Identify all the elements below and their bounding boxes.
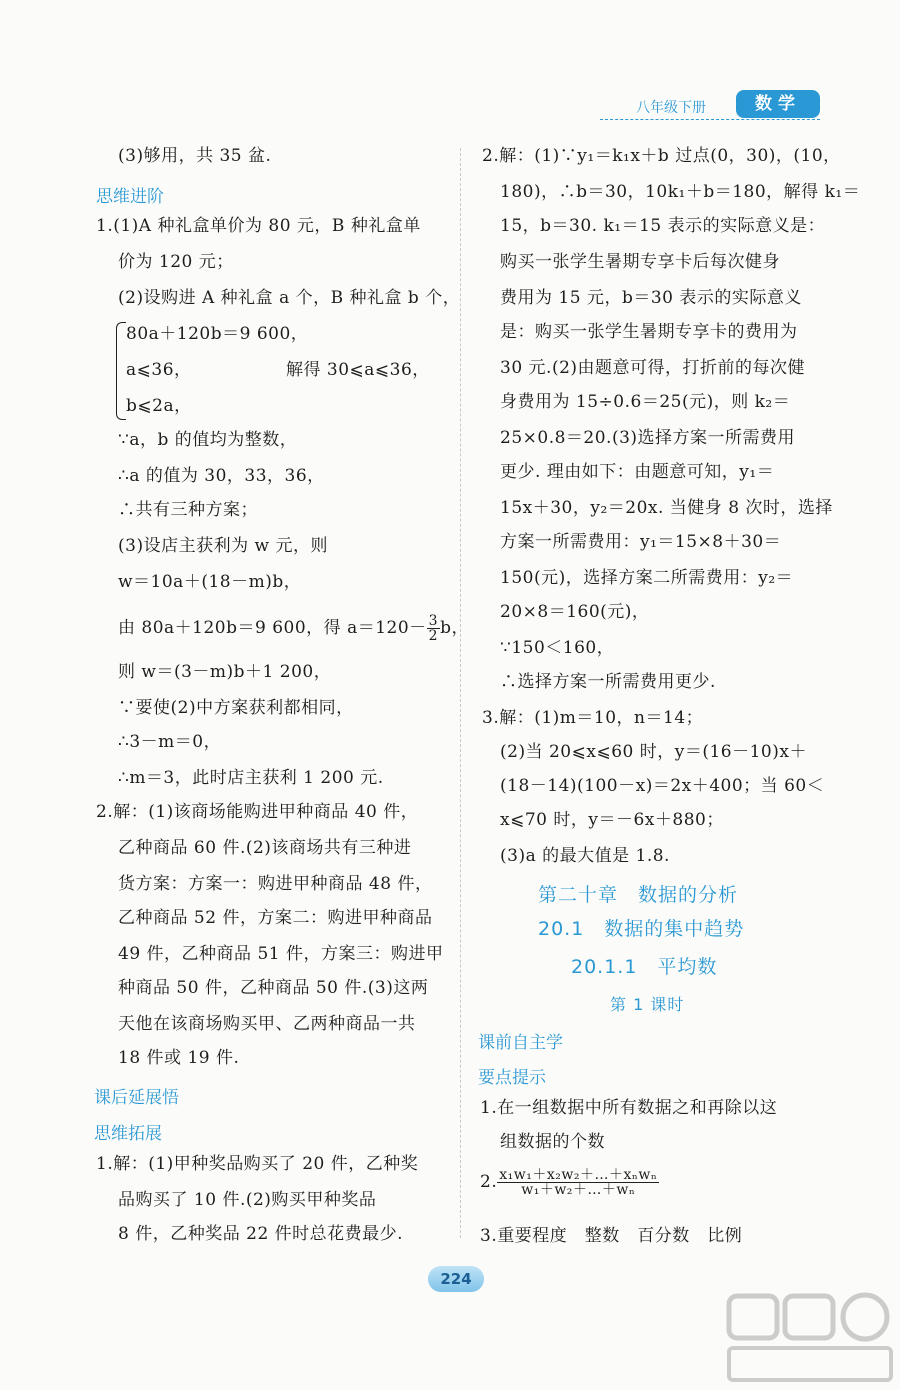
equation-line: 80a＋120b＝9 600， — [126, 324, 309, 344]
text-line: 3.解：(1)m＝10，n＝14； — [482, 708, 704, 728]
text-line: 种商品 50 件，乙种商品 50 件.(3)这两 — [118, 978, 429, 998]
page-number: 224 — [428, 1266, 484, 1292]
text-line: 25×0.8＝20.(3)选择方案一所需费用 — [500, 428, 796, 448]
text-line: 2.解：(1)该商场能购进甲种商品 40 件， — [96, 802, 419, 822]
text-line: 150(元)，选择方案二所需费用：y₂＝ — [500, 568, 794, 588]
text-line: 30 元.(2)由题意可得，打折前的每次健 — [500, 358, 806, 378]
chapter-title: 第二十章 数据的分析 — [538, 884, 739, 906]
fraction-denominator: 2 — [428, 628, 439, 644]
text-line: ∴m＝3，此时店主获利 1 200 元. — [118, 768, 384, 788]
text-line: 购买一张学生暑期专享卡后每次健身 — [500, 252, 780, 272]
watermark-logo — [725, 1290, 895, 1385]
text-line: 组数据的个数 — [500, 1132, 605, 1152]
text-line: 8 件，乙种奖品 22 件时总花费最少. — [118, 1224, 404, 1244]
fraction-denominator: w₁＋w₂＋…＋wₙ — [521, 1182, 636, 1198]
fraction-numerator: 3 — [428, 613, 439, 629]
text-line: x⩽70 时，y＝－6x＋880； — [500, 810, 724, 830]
weighted-mean-fraction — [497, 1168, 659, 1197]
text-line: 20×8＝160(元)， — [500, 602, 650, 622]
text-line: ∴共有三种方案； — [118, 500, 258, 520]
text-fragment: b， — [440, 618, 469, 638]
text-line: (3)设店主获利为 w 元，则 — [118, 536, 328, 556]
text-line: 18 件或 19 件. — [118, 1048, 240, 1068]
section-heading: 思维进阶 — [96, 187, 164, 207]
subsection-title: 20.1.1 平均数 — [571, 956, 718, 978]
text-line: 180)，∴b＝30，10k₁＋b＝180，解得 k₁＝ — [500, 182, 861, 202]
text-line-with-fraction — [118, 614, 469, 643]
fraction-numerator: x₁w₁＋x₂w₂＋…＋xₙwₙ — [499, 1167, 658, 1183]
text-line: 1.解：(1)甲种奖品购买了 20 件，乙种奖 — [96, 1154, 419, 1174]
section-heading: 思维拓展 — [94, 1124, 162, 1144]
text-line: 更少. 理由如下：由题意可知，y₁＝ — [500, 462, 775, 482]
text-line: 乙种商品 60 件.(2)该商场共有三种进 — [118, 838, 412, 858]
text-line: 价为 120 元； — [118, 252, 234, 272]
equation-system-brace — [116, 322, 126, 420]
text-line: 乙种商品 52 件，方案二：购进甲种商品 — [118, 908, 433, 928]
text-line: (2)设购进 A 种礼盒 a 个，B 种礼盒 b 个， — [118, 288, 461, 308]
column-divider — [460, 148, 461, 1238]
fraction — [427, 614, 440, 643]
text-line: ∵a，b 的值均为整数， — [118, 430, 298, 450]
text-line: 1.在一组数据中所有数据之和再除以这 — [480, 1098, 778, 1118]
section-heading: 课前自主学 — [478, 1033, 563, 1053]
header-grade: 八年级下册 — [636, 100, 706, 116]
text-line: 49 件，乙种商品 51 件，方案三：购进甲 — [118, 944, 444, 964]
text-line: ∴3－m＝0， — [118, 732, 222, 752]
section-heading: 要点提示 — [478, 1068, 546, 1088]
section-heading: 课后延展悟 — [94, 1088, 179, 1108]
text-line: (3)够用，共 35 盆. — [118, 146, 272, 166]
text-line: 是：购买一张学生暑期专享卡的费用为 — [500, 322, 798, 342]
text-line: (3)a 的最大值是 1.8. — [500, 846, 670, 866]
solution-text: 解得 30⩽a⩽36， — [286, 360, 430, 380]
formula-number: 2. — [480, 1172, 498, 1192]
header-rule — [600, 119, 820, 120]
text-line: 2.解：(1)∵y₁＝k₁x＋b 过点(0，30)，(10， — [482, 146, 841, 166]
text-line: w＝10a＋(18－m)b， — [118, 572, 302, 592]
text-line: (18－14)(100－x)＝2x＋400；当 60＜ — [500, 776, 825, 796]
text-line: ∴选择方案一所需费用更少. — [500, 672, 716, 692]
lesson-title: 第 1 课时 — [610, 995, 685, 1014]
header-subject-badge: 数学 — [736, 90, 820, 118]
text-line: ∵要使(2)中方案获利都相同， — [118, 698, 354, 718]
equation-line: b⩽2a， — [126, 396, 192, 416]
text-line: 3.重要程度 整数 百分数 比例 — [480, 1226, 743, 1246]
text-line: 方案一所需费用：y₁＝15×8＋30＝ — [500, 532, 782, 552]
text-line: 品购买了 10 件.(2)购买甲种奖品 — [118, 1190, 377, 1210]
text-line: 身费用为 15÷0.6＝25(元)，则 k₂＝ — [500, 392, 791, 412]
text-line: 货方案：方案一：购进甲种商品 48 件， — [118, 874, 433, 894]
text-line: 15x＋30，y₂＝20x. 当健身 8 次时，选择 — [500, 498, 833, 518]
formula-line — [480, 1168, 659, 1197]
text-line: 天他在该商场购买甲、乙两种商品一共 — [118, 1014, 416, 1034]
equation-line: a⩽36， — [126, 360, 192, 380]
section-title: 20.1 数据的集中趋势 — [538, 918, 745, 940]
text-line: (2)当 20⩽x⩽60 时，y＝(16－10)x＋ — [500, 742, 807, 762]
text-fragment: 由 80a＋120b＝9 600，得 a＝120－ — [118, 618, 427, 638]
text-line: 1.(1)A 种礼盒单价为 80 元，B 种礼盒单 — [96, 216, 421, 236]
text-line: ∴a 的值为 30，33，36， — [118, 466, 325, 486]
text-line: 15，b＝30. k₁＝15 表示的实际意义是： — [500, 216, 826, 236]
text-line: 费用为 15 元，b＝30 表示的实际意义 — [500, 288, 802, 308]
text-line: 则 w＝(3－m)b＋1 200， — [118, 662, 332, 682]
text-line: ∵150＜160， — [500, 638, 615, 658]
